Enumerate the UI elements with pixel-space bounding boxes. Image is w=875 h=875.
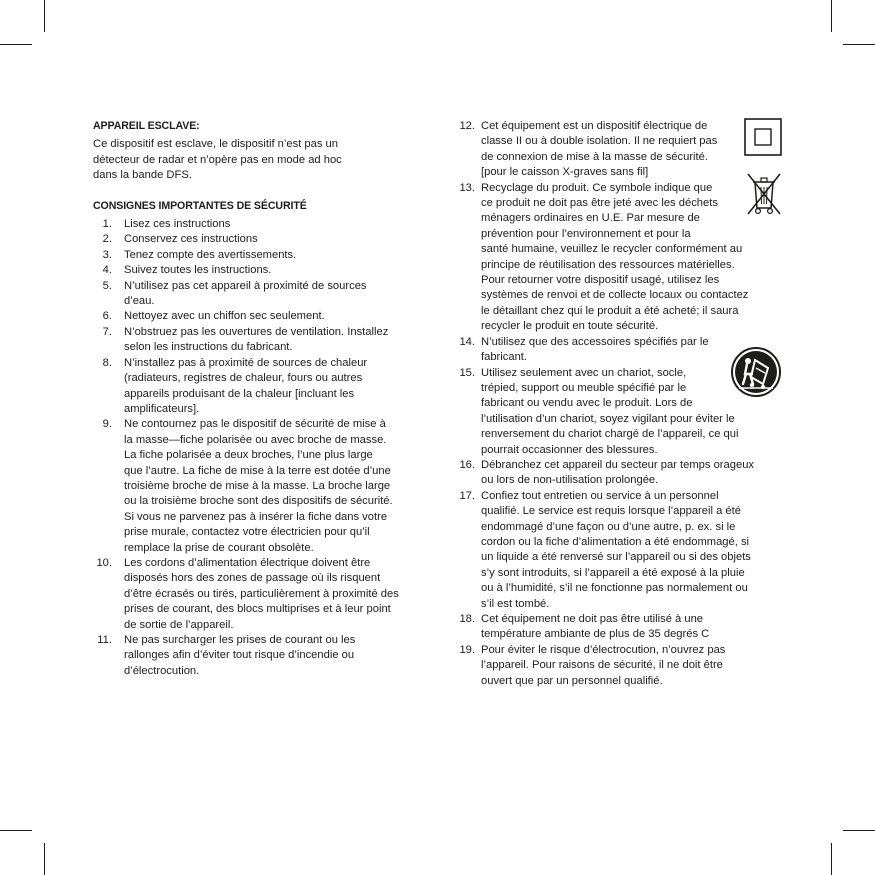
double-insulation-icon [744,118,782,156]
safety-item: 6. Nettoyez avec un chiffon sec seulement. [102,310,325,323]
weee-crossed-bin-icon [744,172,784,218]
slave-device-heading: APPAREIL ESCLAVE: [93,120,200,132]
safety-item: 4. Suivez toutes les instructions. [102,264,272,277]
safety-item: 9. Ne contournez pas le dispositif de sécurité de mise à la masse—fiche polarisée ou avec broche de masse. La fiche polarisée a deux broches, l’une plus large que l’autre. La fiche de mise à la terre est dotée d’une troisième broche de mise à la masse. La broche large ou la troisième broche sont des dispositifs de sécurité. Si vous ne parvenez pas à insérer la fiche dans votre prise murale, contactez votre électricien pour qu’il remplace la prise de courant obsolète. [102,418,393,554]
crop-mark [843,44,875,45]
safety-heading: CONSIGNES IMPORTANTES DE SÉCURITÉ [93,199,307,212]
cart-tipover-warning-icon [730,346,782,398]
safety-item: 11. Ne pas surcharger les prises de courant ou les rallonges afin d’éviter tout risque d’incendie ou d’électrocution. [97,634,356,677]
crop-mark [0,830,32,831]
safety-item: 12. Cet équipement est un dispositif électrique de classe II ou à double isolation. Il ne requiert pas de connexion de mise à la masse de sécurité. [pour le caisson X-graves sans fil] [459,120,718,179]
left-column [93,119,438,679]
safety-list-right [457,119,787,689]
safety-item: 14. N’utilisez que des accessoires spécifiés par le fabricant. [459,335,709,364]
safety-item: 5. N’utilisez pas cet appareil à proximité de sources d’eau. [102,279,367,308]
crop-mark [831,843,832,875]
safety-item: 19. Pour éviter le risque d’électrocution, n’ouvrez pas l’appareil. Pour raisons de sécurité, il ne doit être ouvert que par un personnel qualifié. [459,643,726,687]
safety-item: 2. Conservez ces instructions [102,233,258,246]
safety-item: 1. Lisez ces instructions [102,218,231,231]
safety-item: 8. N’installez pas à proximité de sources de chaleur (radiateurs, registres de chaleur, fours ou autres appareils produisant de la chaleur [incluant les amplificateurs]. [102,356,368,415]
safety-item: 16. Débranchez cet appareil du secteur par temps orageux ou lors de non-utilisation prolongée. [459,458,755,487]
crop-mark [831,0,832,32]
safety-item: 10. Les cordons d’alimentation électrique doivent être disposés hors des zones de passage où ils risquent d’être écrasés ou tirés, particulièrement à proximité des prises de courant, des blocs multiprises et à leur point de sortie de l’appareil. [96,556,399,631]
safety-item: 13. Recyclage du produit. Ce symbole indique que ce produit ne doit pas être jeté avec les déchets ménagers ordinaires en U.E. Par mesure de prévention pour l’environnement et pour la santé humaine, veuillez le recycler conformément au principe de réutilisation des ressources matérielles. Pour retourner votre dispositif usagé, utilisez les systèmes de renvoi et de collecte locaux ou contactez le détaillant chez qui le produit a été acheté; il saura recycler le produit en toute sécurité. [459,181,749,333]
crop-mark [843,830,875,831]
safety-list-left [93,217,438,679]
safety-item: 18. Cet équipement ne doit pas être utilisé à une température ambiante de plus de 35 degrés C [459,613,710,641]
right-column [457,119,787,689]
slave-device-text: Ce dispositif est esclave, le dispositif n’est pas un détecteur de radar et n’opère pas en mode ad hoc dans la bande DFS. [93,138,342,182]
safety-item: 17. Confiez tout entretien ou service à un personnel qualifié. Le service est requis lorsque l’appareil a été endommagé d’une façon ou d’une autre, p. ex. si le cordon ou la fiche d’alimentation a été endommagé, si un liquide a été renversé sur l’appareil ou si des objets s’y sont introduits, si l’appareil a été exposé à la pluie ou à l’humidité, s’il ne fonctionne pas normalement ou s’il est tombé. [459,489,751,610]
safety-item: 3. Tenez compte des avertissements. [102,248,297,261]
crop-mark [44,843,45,875]
safety-item: 15. Utilisez seulement avec un chariot, socle, trépied, support ou meuble spécifié par le fabricant ou vendu avec le produit. Lors de l’utilisation d’un chariot, soyez vigilant pour éviter le renversement du chariot chargé de l’appareil, ce qui pourrait occasionner des blessures. [459,366,739,456]
crop-mark [44,0,45,32]
crop-mark [0,44,32,45]
safety-item: 7. N’obstruez pas les ouvertures de ventilation. Installez selon les instructions du fabricant. [102,325,389,354]
